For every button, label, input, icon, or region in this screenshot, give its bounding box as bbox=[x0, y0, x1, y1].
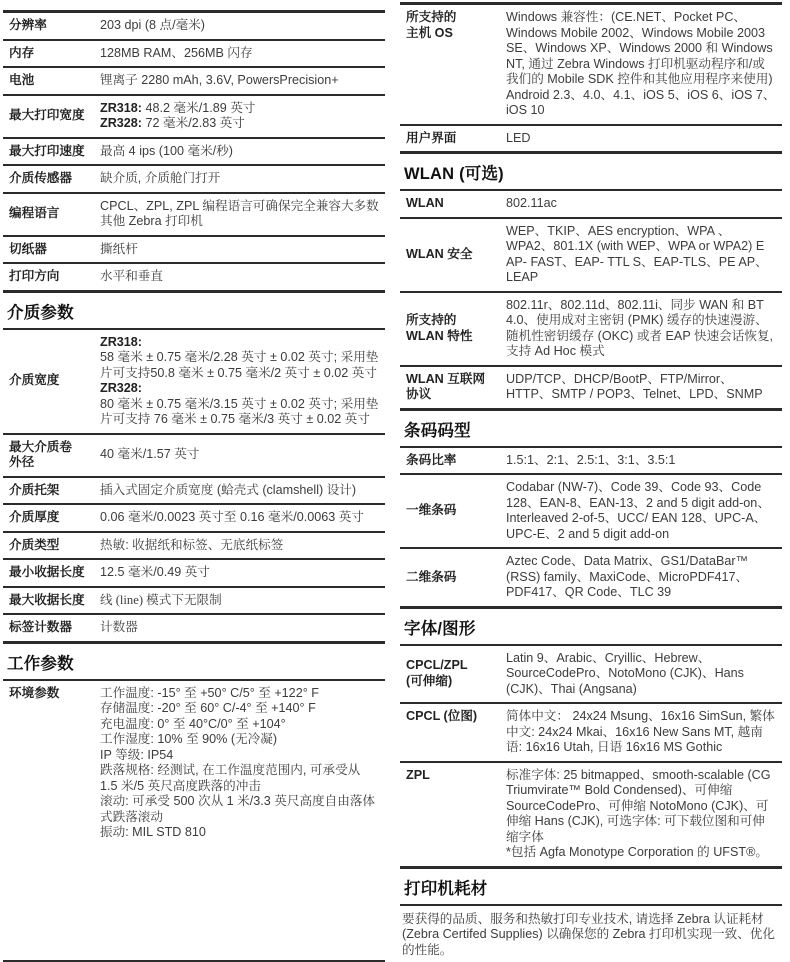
spec-row bbox=[3, 476, 385, 504]
spec-value: 热敏: 收据纸和标签、无底纸标签 bbox=[100, 537, 284, 552]
spec-row bbox=[3, 66, 385, 94]
spec-row bbox=[400, 702, 782, 761]
spec-label: 用户界面 bbox=[406, 130, 457, 145]
spec-value: Aztec Code、Data Matrix、GS1/DataBar™ (RSS) family、MaxiCode、MicroPDF417、PDF417、QR Code、TLC 39 bbox=[506, 554, 749, 599]
spec-value-line: 跌落规格: 经测试, 在工作温度范围内, 可承受从 1.5 米/5 英尺高度跌落的冲击 bbox=[100, 763, 361, 793]
section-header-title: 条码码型 bbox=[404, 421, 471, 440]
spec-value: CPCL、ZPL, ZPL 编程语言可确保完全兼容大多数其他 Zebra 打印机 bbox=[100, 198, 379, 228]
spec-value: 最高 4 ips (100 毫米/秒) bbox=[100, 143, 233, 158]
spec-value-line: 标准字体: 25 bitmapped、smooth-scalable (CG Triumvirate™ Bold Condensed)、可伸缩 SourceCodePro、可伸缩 NotoMono (CJK)、可伸缩 Hans (CJK), 可选字体: 可下载位图和可伸缩字体 bbox=[506, 767, 771, 844]
spec-label: 最小收据长度 bbox=[9, 565, 85, 579]
spec-label bbox=[400, 313, 506, 344]
spec-row bbox=[3, 39, 385, 67]
spec-label-line: 协议 bbox=[406, 387, 432, 401]
spec-row bbox=[3, 262, 385, 290]
spec-label-line: CPCL/ZPL bbox=[406, 658, 468, 673]
spec-value-line bbox=[100, 381, 380, 397]
spec-label: 标签计数器 bbox=[9, 620, 72, 634]
spec-value: Codabar (NW-7)、Code 39、Code 93、Code 128、EAN-8、EAN-13、2 and 5 digit add-on、Interleaved 2-of-5、UCC/ EAN 128、UPC-A、UPC-E、2 and 5 digit add-on bbox=[506, 480, 770, 541]
spec-value: 插入式固定介质宽度 (蛤壳式 (clamshell) 设计) bbox=[100, 482, 357, 497]
spec-label: 最大打印速度 bbox=[9, 143, 85, 158]
spec-label: ZPL bbox=[406, 767, 430, 782]
spec-value: 锂离子 2280 mAh, 3.6V, PowersPrecision+ bbox=[100, 73, 339, 87]
spec-row bbox=[3, 586, 385, 614]
spec-row bbox=[400, 365, 782, 408]
spec-value-line: *包括 Agfa Monotype Corporation 的 UFST®。 bbox=[506, 845, 768, 859]
spec-row bbox=[400, 189, 782, 217]
spec-label bbox=[3, 440, 100, 471]
spec-label-line: WLAN 互联网 bbox=[406, 371, 486, 386]
spec-value-line: 充电温度: 0° 至 40°C/0° 至 +104° bbox=[100, 716, 286, 731]
spec-row bbox=[3, 94, 385, 137]
right-column bbox=[400, 2, 782, 962]
spec-row bbox=[400, 761, 782, 866]
spec-value bbox=[100, 101, 385, 132]
section-header bbox=[400, 408, 782, 446]
spec-value-line: IP 等级: IP54 bbox=[100, 747, 174, 762]
spec-value: 0.06 毫米/0.0023 英寸至 0.16 毫米/0.0063 英寸 bbox=[100, 510, 364, 524]
spec-value-line bbox=[100, 101, 380, 117]
spec-row bbox=[400, 217, 782, 291]
section-header bbox=[400, 866, 782, 904]
spec-row bbox=[3, 235, 385, 263]
spec-label: 切纸器 bbox=[9, 241, 47, 256]
spec-label bbox=[400, 372, 506, 403]
spec-value-text: 58 毫米 ± 0.75 毫米/2.28 英寸 ± 0.02 英寸; 采用垫片可支持50.8 毫米 ± 0.75 毫米/2 英寸 ± 0.02 英寸 bbox=[100, 350, 379, 380]
section-header bbox=[3, 641, 385, 679]
spec-value: 203 dpi (8 点/毫米) bbox=[100, 18, 205, 32]
spec-value-text: 72 毫米/2.83 英寸 bbox=[142, 116, 245, 130]
spec-value bbox=[100, 335, 385, 428]
spec-value: 撕纸杆 bbox=[100, 241, 138, 256]
spec-row bbox=[3, 531, 385, 559]
section-header-title: WLAN (可选) bbox=[404, 165, 504, 183]
spec-label: 最大收据长度 bbox=[9, 592, 85, 607]
spec-label bbox=[400, 10, 506, 41]
section-header-title: 打印机耗材 bbox=[404, 879, 488, 898]
spec-row bbox=[400, 291, 782, 365]
spec-label: 打印方向 bbox=[9, 269, 60, 283]
spec-value: 水平和垂直 bbox=[100, 269, 163, 283]
spec-value: 计数器 bbox=[100, 620, 138, 634]
spec-value: 1.5:1、2:1、2.5:1、3:1、3.5:1 bbox=[506, 452, 676, 467]
spec-value: 简体中文： 24x24 Msung、16x16 SimSun, 繁体中文: 24x24 Mkai、16x16 New Sans MT, 越南语: 16x16 Utah, 日语 16x16 MS Gothic bbox=[506, 709, 775, 754]
spec-row bbox=[400, 124, 782, 152]
spec-value: Windows 兼容性：(CE.NET、Pocket PC、Windows Mobile 2002、Windows Mobile 2003 SE、Windows XP、Windows 2000 和 Windows NT, 通过 Zebra Windows 打印机驱动程序和/或我们的 Mobile SDK 控件和其他应用程序来使用) Android 2.3、4.0、4.1、iOS 5、iOS 6、iOS 7、iOS 10 bbox=[506, 10, 776, 117]
spec-value: 线 (line) 模式下无限制 bbox=[100, 592, 222, 607]
spec-value: Latin 9、Arabic、Cryillic、Hebrew、SourceCodePro、NotoMono (CJK)、Hans (CJK)、Thai (Angsana) bbox=[506, 650, 744, 696]
spec-label: 介质托架 bbox=[9, 482, 60, 497]
spec-value: 128MB RAM、256MB 闪存 bbox=[100, 45, 253, 60]
spec-row bbox=[400, 547, 782, 606]
spec-label: 编程语言 bbox=[9, 206, 60, 221]
section-header-title: 介质参数 bbox=[7, 303, 74, 322]
spec-value-line bbox=[100, 350, 380, 381]
spec-value-line: 工作温度: -15° 至 +50° C/5° 至 +122° F bbox=[100, 685, 319, 700]
model-name: ZR318: bbox=[100, 100, 142, 115]
spec-value: UDP/TCP、DHCP/BootP、FTP/Mirror、HTTP、SMTP / POP3、Telnet、LPD、SNMP bbox=[506, 371, 763, 401]
spec-value bbox=[100, 686, 385, 841]
spec-label: 介质类型 bbox=[9, 537, 60, 552]
spec-label: 环境参数 bbox=[9, 685, 60, 700]
spec-label-line: 主机 OS bbox=[406, 25, 453, 40]
spec-label: CPCL (位图) bbox=[406, 709, 478, 723]
spec-label: WLAN 安全 bbox=[406, 246, 473, 261]
spec-label-line: 最大介质卷 bbox=[9, 439, 72, 454]
spec-value: 12.5 毫米/0.49 英寸 bbox=[100, 565, 210, 579]
spec-label-line: 所支持的 bbox=[406, 10, 457, 24]
spec-label-line: 外径 bbox=[9, 455, 35, 469]
supplies-note: 要获得的品质、服务和热敏打印专业技术, 请选择 Zebra 认证耗材 (Zebra Certifed Supplies) 以确保您的 Zebra 打印机实现一致、优化的性能。 bbox=[400, 904, 782, 962]
spec-value: 40 毫米/1.57 英寸 bbox=[100, 447, 200, 462]
spec-label-line: 所支持的 bbox=[406, 313, 457, 327]
spec-value bbox=[506, 768, 782, 861]
section-header bbox=[3, 290, 385, 328]
spec-value-line: 振动: MIL STD 810 bbox=[100, 825, 206, 839]
spec-label: 电池 bbox=[9, 73, 35, 87]
spec-row bbox=[3, 503, 385, 531]
spec-row bbox=[3, 10, 385, 39]
spec-row bbox=[400, 2, 782, 124]
spec-row bbox=[400, 446, 782, 474]
section-header bbox=[400, 606, 782, 644]
spec-label-line: (可伸缩) bbox=[406, 673, 453, 688]
spec-value: 802.11r、802.11d、802.11i、同步 WAN 和 BT 4.0、使用成对主密钥 (PMK) 缓存的快速漫游、随机性密钥缓存 (OKC) 或者 EAP 快速会话恢复, 支持 Ad Hoc 模式 bbox=[506, 297, 774, 358]
spec-label: 分辨率 bbox=[9, 18, 47, 32]
spec-value-line bbox=[100, 397, 380, 428]
section-header-title: 工作参数 bbox=[7, 654, 74, 673]
spec-label: WLAN bbox=[406, 196, 444, 210]
spec-value: WEP、TKIP、AES encryption、WPA 、WPA2、801.1X (with WEP、WPA or WPA2) E AP- FAST、EAP- TTL S、EAP-TLS、PE AP、LEAP bbox=[506, 223, 768, 284]
spec-value: 缺介质, 介质舱门打开 bbox=[100, 171, 221, 185]
spec-label: 一维条码 bbox=[406, 503, 457, 518]
spec-row bbox=[3, 164, 385, 192]
spec-label: 介质厚度 bbox=[9, 510, 60, 524]
spec-row bbox=[3, 433, 385, 476]
spec-label: 内存 bbox=[9, 45, 35, 60]
spec-label: 条码比率 bbox=[406, 452, 457, 467]
spec-row bbox=[3, 613, 385, 641]
spec-value: LED bbox=[506, 130, 531, 145]
spec-value-line: 滚动: 可承受 500 次从 1 米/3.3 英尺高度自由落体式跌落滚动 bbox=[100, 794, 376, 824]
spec-row bbox=[3, 137, 385, 165]
spec-value-line bbox=[100, 116, 380, 132]
spec-label: 二维条码 bbox=[406, 569, 457, 584]
spec-row bbox=[3, 192, 385, 235]
model-name: ZR328: bbox=[100, 116, 142, 130]
spec-value-line: 工作湿度: 10% 至 90% (无冷凝) bbox=[100, 732, 278, 746]
spec-label: 介质宽度 bbox=[9, 373, 60, 388]
spec-row bbox=[400, 473, 782, 547]
model-name: ZR318: bbox=[100, 334, 142, 349]
section-header-title: 字体/图形 bbox=[404, 619, 476, 638]
spec-value-text: 80 毫米 ± 0.75 毫米/3.15 英寸 ± 0.02 英寸; 采用垫片可支持 76 毫米 ± 0.75 毫米/3 英寸 ± 0.02 英寸 bbox=[100, 396, 379, 426]
spec-value: 802.11ac bbox=[506, 196, 557, 210]
spec-label-line: WLAN 特性 bbox=[406, 328, 473, 343]
left-column bbox=[3, 10, 385, 962]
spec-row bbox=[3, 558, 385, 586]
spec-value-line bbox=[100, 335, 380, 351]
spec-value-text: 48.2 毫米/1.89 英寸 bbox=[142, 100, 256, 115]
spec-label: 最大打印宽度 bbox=[9, 108, 85, 123]
spec-label: 介质传感器 bbox=[9, 171, 72, 185]
spec-row bbox=[3, 679, 385, 846]
model-name: ZR328: bbox=[100, 381, 142, 395]
spec-label bbox=[400, 658, 506, 689]
spec-value-line: 存储温度: -20° 至 60° C/-4° 至 +140° F bbox=[100, 701, 316, 715]
spec-row bbox=[3, 328, 385, 433]
spec-row bbox=[400, 644, 782, 703]
section-header bbox=[400, 151, 782, 189]
